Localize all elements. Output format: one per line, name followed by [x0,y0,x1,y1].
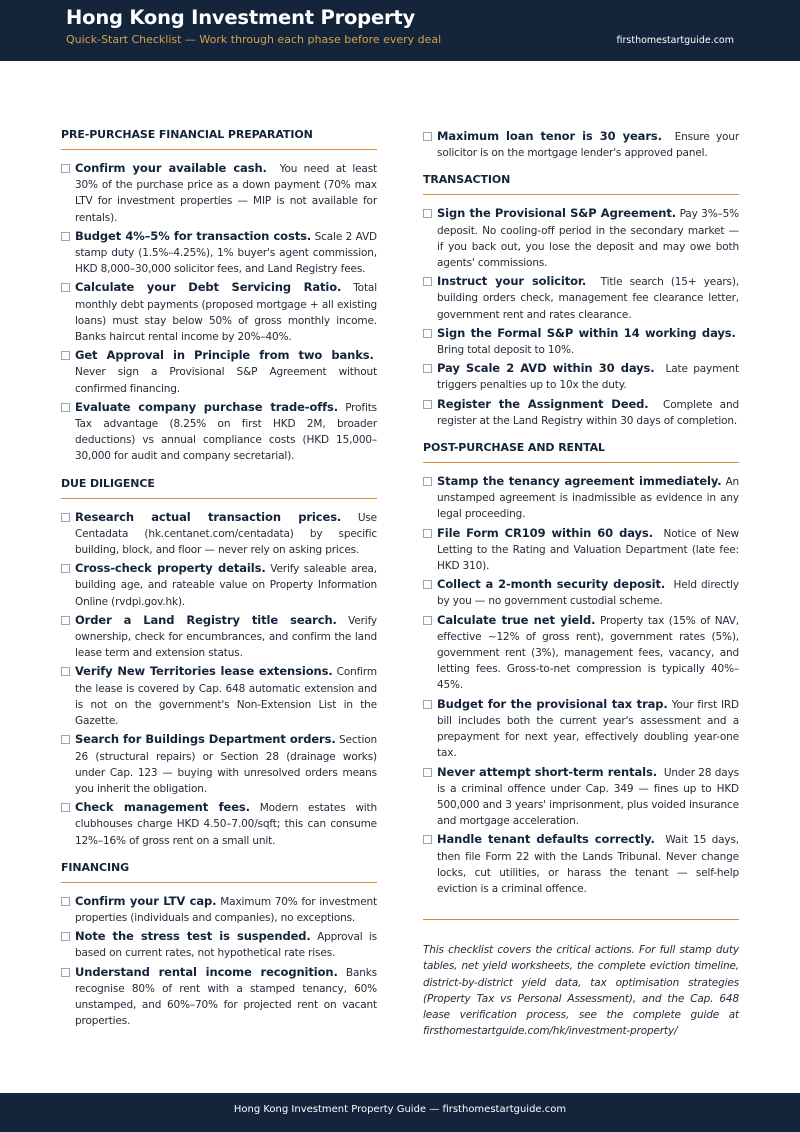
checkbox[interactable] [61,735,70,744]
checklist-item: File Form CR109 within 60 days. Notice of New Letting to the Rating and Valuation Department (late fee: HKD 310). [423,525,739,575]
page-footer [0,1093,800,1132]
checklist-item: Calculate true net yield. Property tax (15% of NAV, effective ∼12% of gross rent), government rates (5%), government rent (3%), management fees, vacancy, and letting fees. Gross-to-net compression is typically 40%–45%. [423,612,739,694]
checkbox[interactable] [61,283,70,292]
section-title-pre-purchase: PRE-PURCHASE FINANCIAL PREPARATION [61,128,377,150]
checkbox[interactable] [61,667,70,676]
section-title-post-purchase: POST-PURCHASE AND RENTAL [423,441,739,463]
checklist-item: Research actual transaction prices. Use Centadata (hk.centanet.com/centadata) by specific building, block, and floor — never rely on asking prices. [61,509,377,559]
checkbox[interactable] [423,209,432,218]
checklist-item: Pay Scale 2 AVD within 30 days. Late payment triggers penalties up to 10x the duty. [423,360,739,393]
checkbox[interactable] [423,277,432,286]
divider [423,919,739,920]
page-subtitle: Quick-Start Checklist — Work through each phase before every deal [66,33,442,46]
checkbox[interactable] [61,232,70,241]
checklist-item: Get Approval in Principle from two banks. Never sign a Provisional S&P Agreement without confirmed financing. [61,347,377,397]
checkbox[interactable] [423,580,432,589]
checklist-item: Budget for the provisional tax trap. Your first IRD bill includes both the current year's assessment and a prepayment for next year, effectively doubling year-one tax. [423,696,739,762]
checkbox[interactable] [423,364,432,373]
checkbox[interactable] [61,803,70,812]
checkbox[interactable] [61,403,70,412]
left-column [61,128,377,1031]
checklist-item: Handle tenant defaults correctly. Wait 15 days, then file Form 22 with the Lands Tribunal. Never change locks, cut utilities, or harass the tenant — self-help eviction is a criminal offence. [423,831,739,897]
right-column [423,128,739,1039]
checkbox[interactable] [423,400,432,409]
checkbox[interactable] [61,564,70,573]
checklist-item: Sign the Formal S&P within 14 working days. Bring total deposit to 10%. [423,325,739,358]
checklist-item: Instruct your solicitor. Title search (15+ years), building orders check, management fee clearance letter, government rent and rates clearance. [423,273,739,323]
checkbox[interactable] [423,616,432,625]
checklist-item: Search for Buildings Department orders. Section 26 (structural repairs) or Section 28 (drainage works) under Cap. 123 — buying with unresolved orders means you inherit the obligation. [61,731,377,797]
checkbox[interactable] [423,477,432,486]
checklist-item: Register the Assignment Deed. Complete and register at the Land Registry within 30 days of completion. [423,396,739,429]
section-title-due-diligence: DUE DILIGENCE [61,477,377,499]
checklist-item: Budget 4%–5% for transaction costs. Scale 2 AVD stamp duty (1.5%–4.25%), 1% buyer's agent commission, HKD 8,000–30,000 solicitor fees, and Land Registry fees. [61,228,377,278]
checklist-item: Cross-check property details. Verify saleable area, building age, and rateable value on Property Information Online (rvdpi.gov.hk). [61,560,377,610]
checkbox[interactable] [61,351,70,360]
checkbox[interactable] [423,700,432,709]
checkbox[interactable] [423,835,432,844]
checklist-item: Order a Land Registry title search. Verify ownership, check for encumbrances, and confirm the land lease term and extension status. [61,612,377,662]
checkbox[interactable] [423,329,432,338]
checkbox[interactable] [61,513,70,522]
checkbox[interactable] [423,529,432,538]
checklist-item: Note the stress test is suspended. Approval is based on current rates, not hypothetical rate rises. [61,928,377,961]
checklist-item: Collect a 2-month security deposit. Held directly by you — no government custodial scheme. [423,576,739,609]
checkbox[interactable] [61,932,70,941]
checklist-item: Confirm your available cash. You need at least 30% of the purchase price as a down payment (70% max LTV for investment properties — MIP is not available for rentals). [61,160,377,226]
checklist-item: Evaluate company purchase trade-offs. Profits Tax advantage (8.25% on first HKD 2M, broader deductions) vs annual compliance costs (HKD 15,000–30,000 for audit and company secretarial). [61,399,377,465]
checklist-item: Confirm your LTV cap. Maximum 70% for investment properties (individuals and companies), no exceptions. [61,893,377,926]
checklist-item: Sign the Provisional S&P Agreement. Pay 3%–5% deposit. No cooling-off period in the secondary market — if you back out, you lose the deposit and may owe both agents' commissions. [423,205,739,271]
checkbox[interactable] [61,968,70,977]
checklist-item: Maximum loan tenor is 30 years. Ensure your solicitor is on the mortgage lender's approved panel. [423,128,739,161]
section-title-transaction: TRANSACTION [423,173,739,195]
checkbox[interactable] [423,132,432,141]
checklist-item: Stamp the tenancy agreement immediately. An unstamped agreement is inadmissible as evidence in any legal proceeding. [423,473,739,523]
checklist-item: Never attempt short-term rentals. Under 28 days is a criminal offence under Cap. 349 — fines up to HKD 500,000 and 3 years' imprisonment, plus voided insurance and mortgage acceleration. [423,764,739,830]
section-title-financing: FINANCING [61,861,377,883]
footer-text: Hong Kong Investment Property Guide — firsthomestartguide.com [233,1104,567,1115]
checkbox[interactable] [61,616,70,625]
checklist-item: Check management fees. Modern estates with clubhouses charge HKD 4.50–7.00/sqft; this can consume 12%–16% of gross rent on a small unit. [61,799,377,849]
checkbox[interactable] [423,768,432,777]
closing-note: This checklist covers the critical actions. For full stamp duty tables, net yield worksheets, the complete eviction timeline, district-by-district yield data, tax optimisation strategies (Property Tax vs Personal Assessment), and the Cap. 648 lease verification process, see the complete guide at firsthomestartguide.com/hk/investment-property/ [423,944,739,1038]
page-title: Hong Kong Investment Property [66,6,416,29]
checkbox[interactable] [61,897,70,906]
header-site-link[interactable]: firsthomestartguide.com [616,35,734,46]
checklist-item: Verify New Territories lease extensions. Confirm the lease is covered by Cap. 648 automatic extension and is not on the government's Non-Extension List in the Gazette. [61,663,377,729]
checklist-item: Understand rental income recognition. Banks recognise 80% of rent with a stamped tenancy, 60% unstamped, and 60%–70% for projected rent on vacant properties. [61,964,377,1030]
checkbox[interactable] [61,164,70,173]
checklist-item: Calculate your Debt Servicing Ratio. Total monthly debt payments (proposed mortgage + all existing loans) must stay below 50% of gross monthly income. Banks haircut rental income by 20%–40%. [61,279,377,345]
page-header [0,0,800,61]
